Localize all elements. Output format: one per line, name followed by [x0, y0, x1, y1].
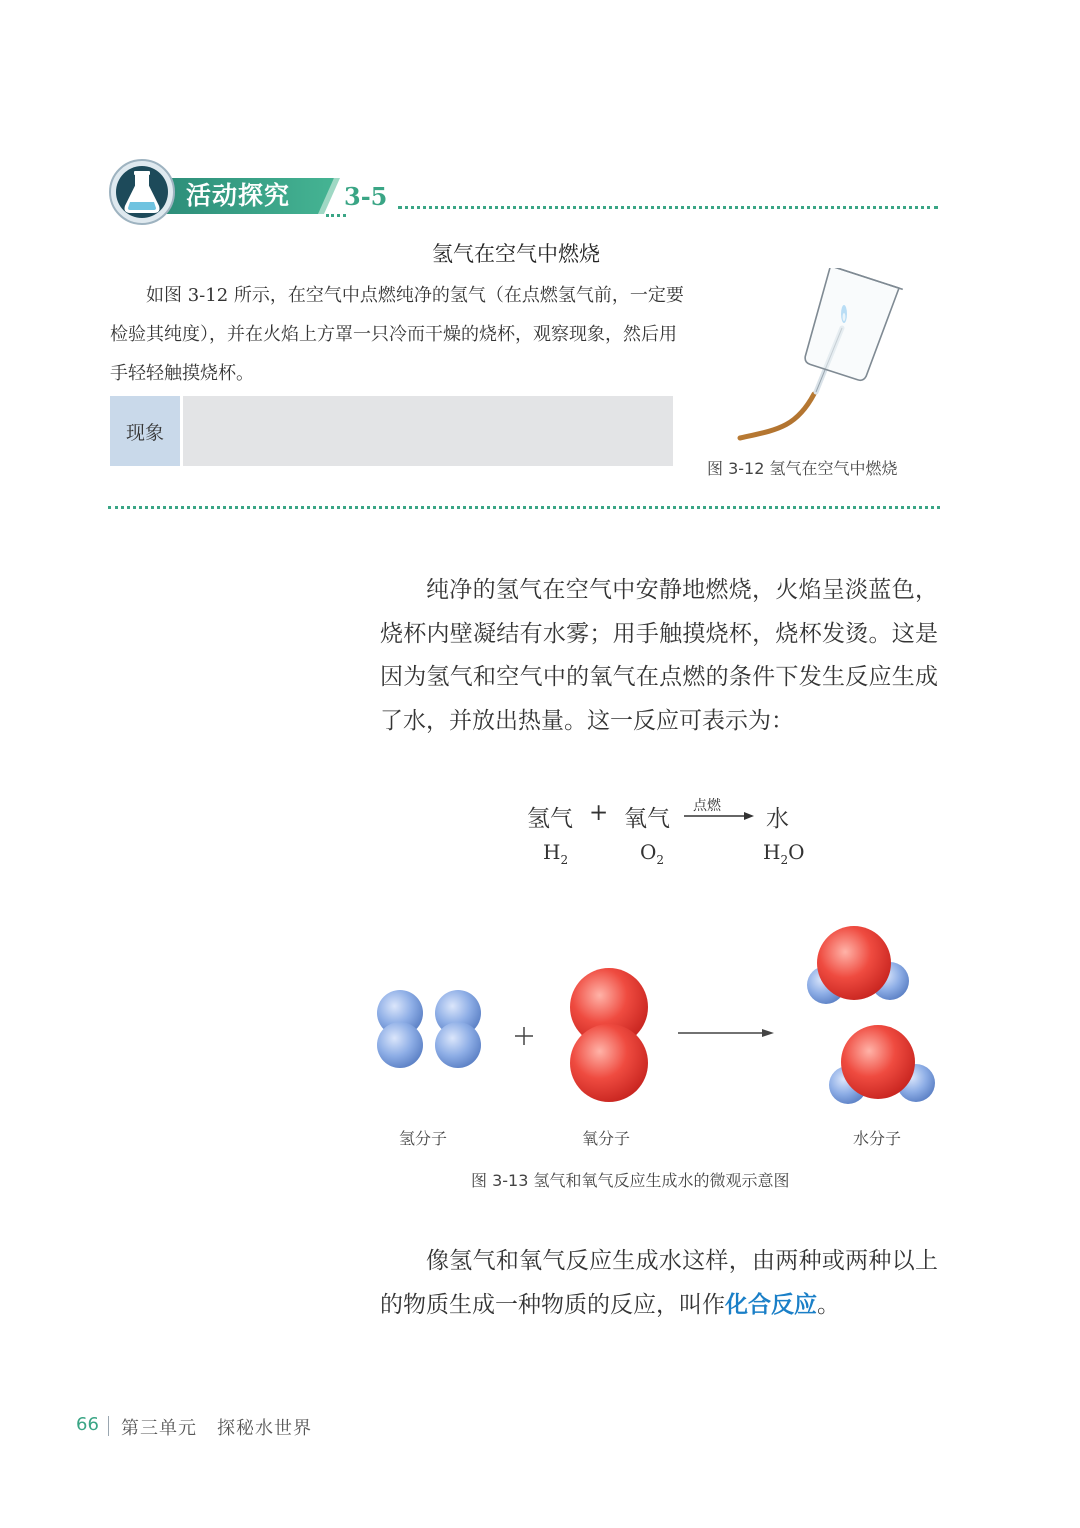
- observation-cell: [180, 396, 673, 466]
- unit-title: 探秘水世界: [217, 1418, 312, 1439]
- paragraph-2-text: [380, 1240, 938, 1327]
- unit-label: 第三单元: [121, 1418, 197, 1439]
- equation-condition: 点燃: [693, 798, 721, 814]
- figure-3-13-caption: 图 3-13 氢气和氧气反应生成水的微观示意图: [471, 1171, 790, 1190]
- equation-reactant-1: 氢气: [527, 806, 573, 832]
- formula-tail: O: [788, 840, 805, 864]
- instructions-text: 如图 3-12 所示，在空气中点燃纯净的氢气（在点燃氢气前，一定要检验其纯度），并在火焰上方罩一只冷而干燥的烧杯，观察现象，然后用手轻轻触摸烧杯。: [110, 285, 684, 384]
- paragraph-2-before: 像氢气和氧气反应生成水这样，由两种或两种以上的物质生成一种物质的反应，叫作: [380, 1248, 938, 1318]
- beaker-icon: [796, 268, 903, 384]
- formula-main: H: [763, 840, 781, 864]
- oxygen-molecule: [570, 968, 648, 1102]
- formula-main: O: [640, 840, 657, 864]
- section-title: 氢气在空气中燃烧: [432, 242, 600, 266]
- dotted-line: [398, 206, 938, 209]
- observation-label: 现象: [110, 396, 180, 466]
- footer-divider: [108, 1416, 109, 1436]
- paragraph-2: [380, 1240, 938, 1327]
- activity-title: 活动探究: [186, 181, 291, 210]
- flask-icon: [120, 168, 164, 216]
- hydrogen-molecule: [435, 990, 481, 1068]
- label-water-molecule: 水分子: [853, 1129, 902, 1148]
- figure-3-12-caption: 图 3-12 氢气在空气中燃烧: [707, 459, 898, 478]
- formula-hydrogen: [543, 840, 568, 867]
- equation-product: 水: [766, 806, 789, 832]
- observation-table: [110, 396, 673, 466]
- hydrogen-molecule: [377, 990, 423, 1068]
- label-oxygen-molecule: 氧分子: [582, 1129, 631, 1148]
- paragraph-1: [380, 569, 938, 743]
- paragraph-2-after: 。: [817, 1291, 840, 1318]
- dotted-line: [108, 506, 940, 509]
- formula-subscript: 2: [560, 853, 569, 867]
- hydrogen-burning-figure: [736, 268, 916, 448]
- activity-instructions: [110, 276, 685, 393]
- reaction-arrow-icon: [684, 810, 756, 822]
- activity-number: 3-5: [344, 182, 388, 211]
- formula-subscript: 2: [780, 853, 789, 867]
- formula-main: H: [543, 840, 561, 864]
- page-number: 66: [76, 1414, 99, 1435]
- formula-water: [763, 840, 805, 867]
- dotted-line: [326, 214, 346, 217]
- equation-plus: +: [589, 800, 609, 826]
- footer-unit: [121, 1414, 312, 1440]
- equation-reactant-2: 氧气: [624, 806, 670, 832]
- paragraph-1-text: 纯净的氢气在空气中安静地燃烧，火焰呈淡蓝色，烧杯内壁凝结有水雾；用手触摸烧杯，烧杯发烫。这是因为氢气和空气中的氧气在点燃的条件下发生反应生成了水，并放出热量。这一反应可表示为：: [380, 577, 938, 734]
- formula-oxygen: [640, 840, 664, 867]
- keyword-combination-reaction: 化合反应: [725, 1291, 817, 1318]
- molecule-diagram: [360, 915, 960, 1120]
- label-hydrogen-molecule: 氢分子: [399, 1129, 448, 1148]
- activity-header: [108, 158, 948, 228]
- water-molecule: [829, 1025, 935, 1104]
- formula-subscript: 2: [656, 853, 665, 867]
- water-molecule: [807, 926, 909, 1004]
